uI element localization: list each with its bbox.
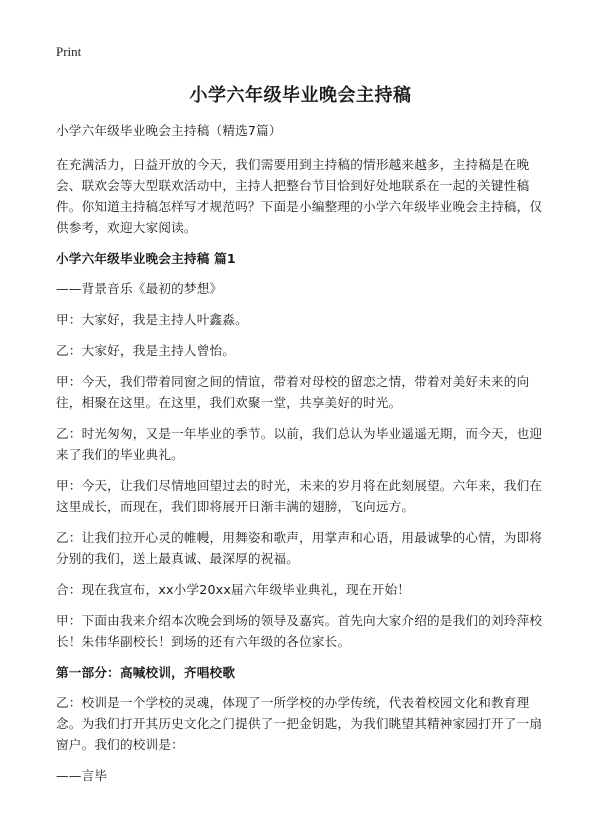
section-heading: 小学六年级毕业晚会主持稿 篇1 — [56, 251, 236, 266]
dialogue-paragraph: 乙：大家好，我是主持人曾怡。 — [56, 343, 236, 358]
closing-line: ——言毕 — [56, 768, 108, 783]
dialogue-paragraph: 甲：今天，我们带着同窗之间的情谊，带着对母校的留恋之情，带着对美好未来的向往，相聚在这里。在这里，我们欢聚一堂，共享美好的时光。 — [56, 374, 530, 410]
dialogue-paragraph: 乙：校训是一个学校的灵魂，体现了一所学校的办学传统，代表着校园文化和教育理念。为我们打开其历史文化之门提供了一把金钥匙，为我们眺望其精神家园打开了一扇窗户。我们的校训是： — [56, 695, 543, 752]
dialogue-paragraph: 合：现在我宣布，xx小学20xx届六年级毕业典礼，现在开始！ — [56, 582, 411, 597]
part-heading: 第一部分：高喊校训，齐唱校歌 — [56, 665, 236, 680]
background-music-line: ——背景音乐《最初的梦想》 — [56, 281, 223, 296]
print-link[interactable]: Print — [56, 44, 82, 59]
dialogue-paragraph: 乙：让我们拉开心灵的帷幔，用舞姿和歌声，用掌声和心语，用最诚挚的心情，为即将分别的我们，送上最真诚、最深厚的祝福。 — [56, 530, 543, 566]
dialogue-paragraph: 乙：时光匆匆，又是一年毕业的季节。以前，我们总认为毕业遥遥无期，而今天，也迎来了我们的毕业典礼。 — [56, 426, 543, 462]
dialogue-paragraph: 甲：大家好，我是主持人叶鑫淼。 — [56, 312, 248, 327]
page-title: 小学六年级毕业晚会主持稿 — [189, 85, 412, 106]
dialogue-paragraph: 甲：今天，让我们尽情地回望过去的时光，未来的岁月将在此刻展望。六年来，我们在这里成长，而现在，我们即将展开日渐丰满的翅膀，飞向远方。 — [56, 478, 543, 514]
document-subtitle: 小学六年级毕业晚会主持稿（精选7篇） — [56, 123, 282, 138]
intro-paragraph: 在充满活力，日益开放的今天，我们需要用到主持稿的情形越来越多，主持稿是在晚会、联欢会等大型联欢活动中，主持人把整台节目恰到好处地联系在一起的关键性稿件。你知道主持稿怎样写才规范吗？下面是小编整理的小学六年级毕业晚会主持稿，仅供参考，欢迎大家阅读。 — [56, 157, 543, 235]
dialogue-paragraph: 甲：下面由我来介绍本次晚会到场的领导及嘉宾。首先向大家介绍的是我们的刘玲萍校长！朱伟华副校长！到场的还有六年级的各位家长。 — [56, 613, 543, 649]
